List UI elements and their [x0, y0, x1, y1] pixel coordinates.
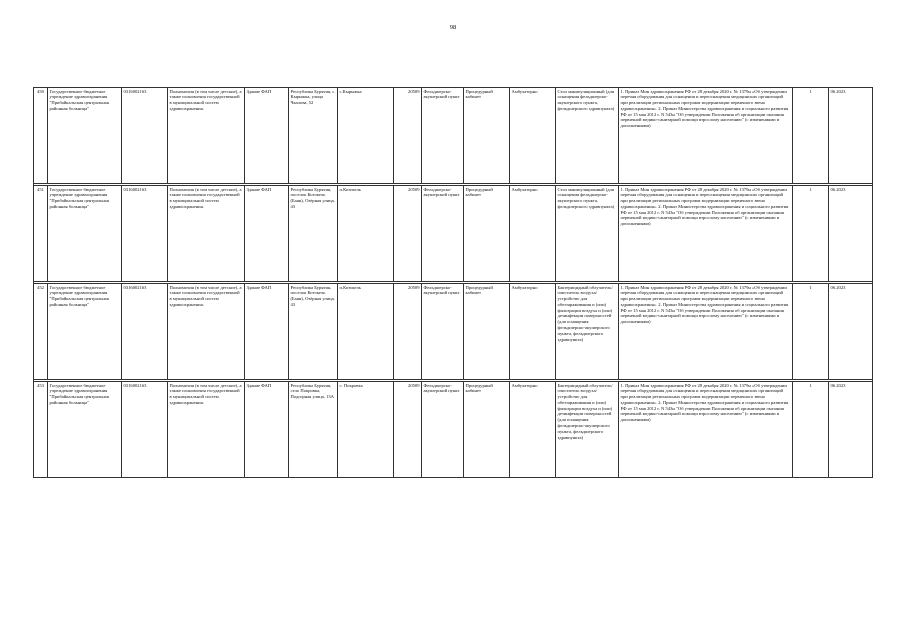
- care-condition: Амбулаторно: [510, 382, 556, 478]
- due-date: 06.2023: [829, 284, 873, 380]
- legal-basis: 1. Приказ Мин здравоохранения РФ от 28 декабря 2020 г. № 1379н «Об утверждении перечня оборудования для оснащения и переоснащения медицинских организаций при реализации региональных программ модернизации первичного звена здравоохранения». 2. Приказ Министерства здравоохранения и социального развития РФ от 15 мая 2012 г. N 543н "Об утверждении Положения об организации оказания первичной медико-санитарной помощи взрослому населению" (с изменениями и дополнениями): [619, 284, 793, 380]
- scope: Полномочия (в том числе детские), а также полномочия государственной в муниципальной систем здравоохранения.: [168, 284, 245, 380]
- equipment: Стол манипуляционный (для оснащения фельдшерско-акушерского пункта, фельдшерского здравпункта): [556, 186, 619, 282]
- equipment: Стол манипуляционный (для оснащения фельдшерско-акушерского пункта, фельдшерского здравпункта): [556, 88, 619, 184]
- quantity: 1: [793, 382, 829, 478]
- row-number: 453: [34, 382, 48, 478]
- due-date: 06.2023: [829, 186, 873, 282]
- scope: Полномочия (в том числе детские), а также полномочия государственной в муниципальной систем здравоохранения.: [168, 186, 245, 282]
- address: Республика Бурятия, поселок Котокель (Баян), Озёрная улица, 43: [289, 186, 338, 282]
- inn: 0316002163: [122, 382, 168, 478]
- legal-basis: 1. Приказ Мин здравоохранения РФ от 28 декабря 2020 г. № 1379н «Об утверждении перечня оборудования для оснащения и переоснащения медицинских организаций при реализации региональных программ модернизации первичного звена здравоохранения». 2. Приказ Министерства здравоохранения и социального развития РФ от 15 мая 2012 г. N 543н "Об утверждении Положения об организации оказания первичной медико-санитарной помощи взрослому населению" (с изменениями и дополнениями): [619, 382, 793, 478]
- locality: п.Котокель: [338, 186, 394, 282]
- equipment-table: [33, 87, 873, 478]
- care-condition: Амбулаторно: [510, 284, 556, 380]
- care-condition: Амбулаторно: [510, 186, 556, 282]
- quantity: 1: [793, 88, 829, 184]
- address: Республика Бурятия, с. Кырыжка, улица Чкалова, 52: [289, 88, 338, 184]
- due-date: 06.2023: [829, 88, 873, 184]
- scope: Полномочия (в том числе детские), а также полномочия государственной в муниципальной систем здравоохранения.: [168, 88, 245, 184]
- quantity: 1: [793, 284, 829, 380]
- inn: 0316002163: [122, 284, 168, 380]
- unit-code: 20509: [394, 186, 422, 282]
- row-number: 452: [34, 284, 48, 380]
- organization-name: Государственное бюджетное учреждение здравоохранения "Прибайкальская центральная районная больница": [48, 382, 122, 478]
- building: Здание ФАП: [245, 88, 289, 184]
- due-date: 06.2023: [829, 382, 873, 478]
- equipment: Бактерицидный облучатель/очиститель воздуха/устройство для обеззараживания и (или) фильтрации воздуха и (или) дезинфекции поверхностей (для оснащения фельдшерско-акушерского пункта, фельдшерского здравпункта): [556, 382, 619, 478]
- building: Здание ФАП: [245, 382, 289, 478]
- locality: с. Покровка: [338, 382, 394, 478]
- table-row: [34, 186, 873, 282]
- room: Процедурный кабинет: [464, 88, 510, 184]
- address: Республика Бурятия, село Покровка, Подгорная улица, 13А: [289, 382, 338, 478]
- room: Процедурный кабинет: [464, 284, 510, 380]
- locality: п.Котокель: [338, 284, 394, 380]
- legal-basis: 1. Приказ Мин здравоохранения РФ от 28 декабря 2020 г. № 1379н «Об утверждении перечня оборудования для оснащения и переоснащения медицинских организаций при реализации региональных программ модернизации первичного звена здравоохранения». 2. Приказ Министерства здравоохранения и социального развития РФ от 15 мая 2012 г. N 543н "Об утверждении Положения об организации оказания первичной медико-санитарной помощи взрослому населению" (с изменениями и дополнениями): [619, 88, 793, 184]
- organization-name: Государственное бюджетное учреждение здравоохранения "Прибайкальская центральная районная больница": [48, 186, 122, 282]
- scope: Полномочия (в том числе детские), а также полномочия государственной в муниципальной систем здравоохранения.: [168, 382, 245, 478]
- table-row: [34, 88, 873, 184]
- unit-code: 20509: [394, 284, 422, 380]
- unit-type: Фельдшерско-акушерский пункт: [422, 186, 464, 282]
- row-number: 450: [34, 88, 48, 184]
- row-number: 451: [34, 186, 48, 282]
- organization-name: Государственное бюджетное учреждение здравоохранения "Прибайкальская центральная районная больница": [48, 88, 122, 184]
- table-row: [34, 284, 873, 380]
- building: Здание ФАП: [245, 186, 289, 282]
- inn: 0316002163: [122, 186, 168, 282]
- building: Здание ФАП: [245, 284, 289, 380]
- unit-type: Фельдшерско-акушерский пункт: [422, 284, 464, 380]
- page-number: 98: [449, 24, 457, 31]
- care-condition: Амбулаторно: [510, 88, 556, 184]
- unit-code: 20509: [394, 382, 422, 478]
- inn: 0316002163: [122, 88, 168, 184]
- address: Республика Бурятия, поселок Котокель (Баян), Озёрная улица, 43: [289, 284, 338, 380]
- unit-code: 20509: [394, 88, 422, 184]
- locality: с.Кырыжка: [338, 88, 394, 184]
- room: Процедурный кабинет: [464, 186, 510, 282]
- unit-type: Фельдшерско-акушерский пункт: [422, 88, 464, 184]
- table-row: [34, 382, 873, 478]
- legal-basis: 1. Приказ Мин здравоохранения РФ от 28 декабря 2020 г. № 1379н «Об утверждении перечня оборудования для оснащения и переоснащения медицинских организаций при реализации региональных программ модернизации первичного звена здравоохранения». 2. Приказ Министерства здравоохранения и социального развития РФ от 15 мая 2012 г. N 543н "Об утверждении Положения об организации оказания первичной медико-санитарной помощи взрослому населению" (с изменениями и дополнениями): [619, 186, 793, 282]
- quantity: 1: [793, 186, 829, 282]
- equipment: Бактерицидный облучатель/очиститель воздуха/устройство для обеззараживания и (или) фильтрации воздуха и (или) дезинфекции поверхностей (для оснащения фельдшерско-акушерского пункта, фельдшерского здравпункта): [556, 284, 619, 380]
- room: Процедурный кабинет: [464, 382, 510, 478]
- organization-name: Государственное бюджетное учреждение здравоохранения "Прибайкальская центральная районная больница": [48, 284, 122, 380]
- unit-type: Фельдшерско-акушерский пункт: [422, 382, 464, 478]
